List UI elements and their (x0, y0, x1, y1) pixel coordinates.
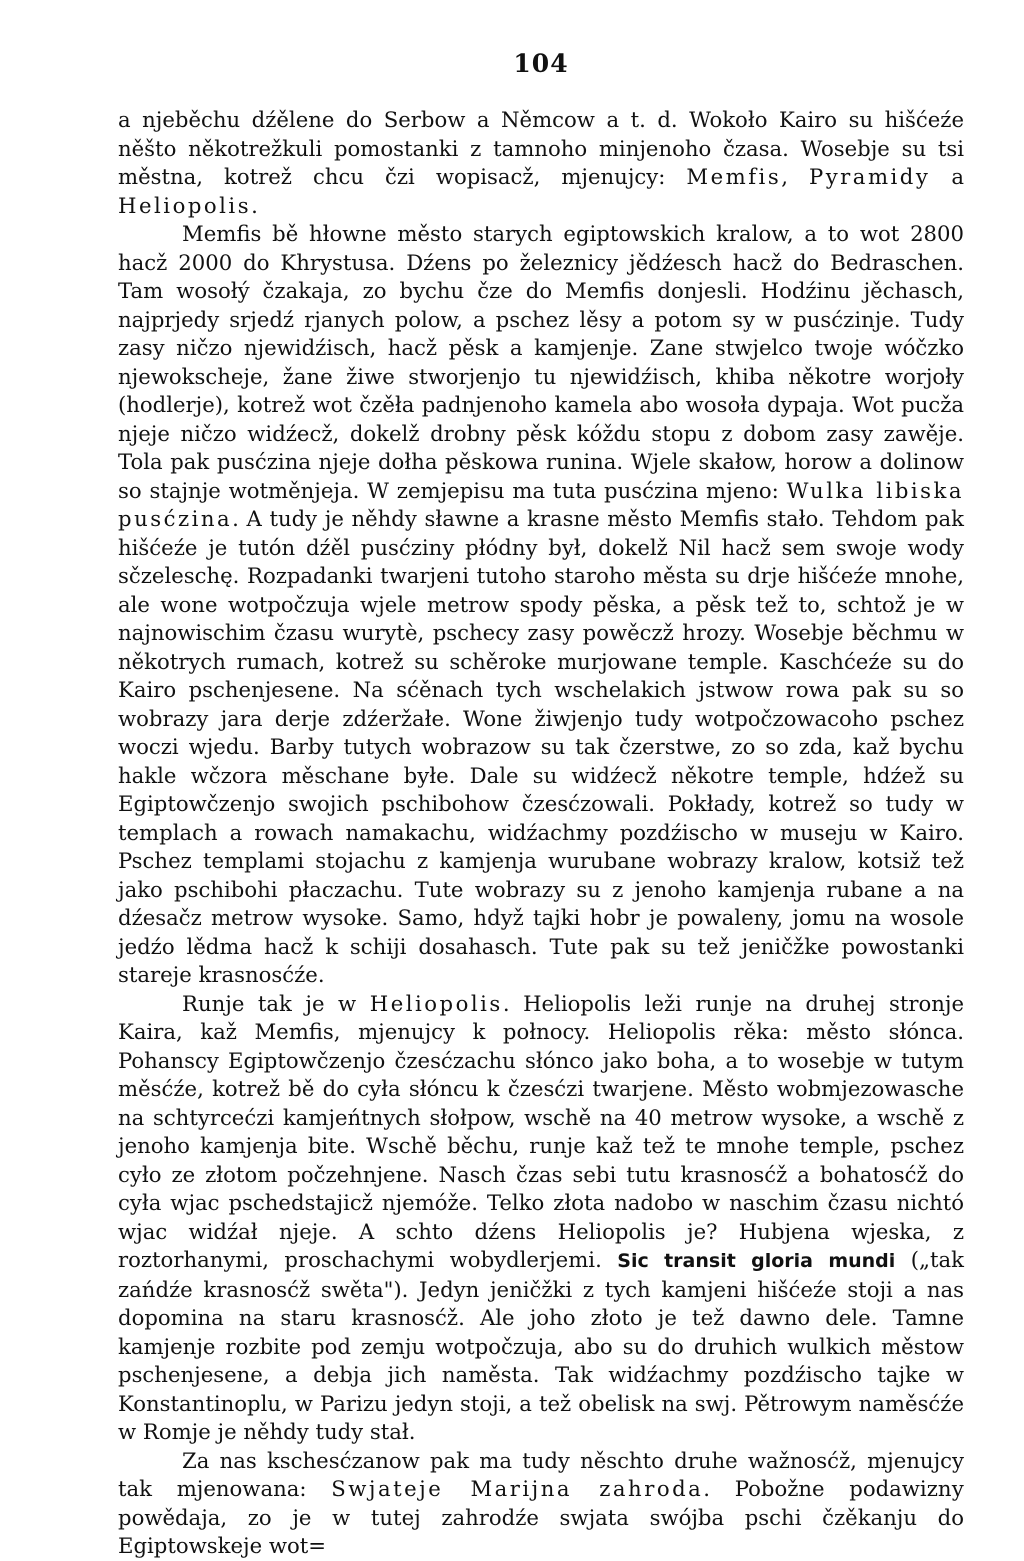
text-run: . (251, 192, 258, 218)
paragraph-2 (118, 220, 964, 990)
emphasized-text: Heliopolis (369, 990, 503, 1016)
text-run: a njeběchu dźělene do Serbow a Němcow a t. d. Wokoło Kairo su hišćeźe něšto někotrežkuli pomostanki z tamnoho minjenoho čzasa. Wosebje su tsi městna, kotrež chcu čzi wopisacž, mjenujcy: (118, 107, 964, 189)
emphasized-text: Memfis (686, 164, 782, 189)
page-number: 104 (513, 49, 569, 78)
text-run: („tak zańdźe krasnosćž swěta"). Jedyn jeničžki z tych kamjeni hišćeźe stoji a nas dopomina na staru krasnosćž. Ale joho złoto je tež dawno dele. Tamne kamjenje rozbite pod zemju wotpočzuja, abo su do druhich wulkich městow pschenjesene, a debja jich naměsta. Tak widźachmy pozdźischo tajke w Konstantinoplu, w Parizu jedyn stoji, a tež obelisk na swj. Pětrowym naměsćźe w Romje je něhdy tudy stał. (118, 1247, 965, 1444)
paragraph-1 (118, 106, 964, 220)
paragraph-3 (118, 990, 964, 1447)
text-run: , (781, 164, 809, 189)
paragraph-4 (118, 1447, 964, 1561)
text-run: a (930, 164, 964, 189)
text-run: . Pobožne podawiznу powědaja, zo je w tutej zahrodźe swjata swójba pschi čzěkanju do Egiptowskeje wot= (118, 1476, 964, 1558)
emphasized-text: Heliopolis (118, 192, 252, 218)
body-text (118, 106, 964, 1561)
emphasized-text: Wulka libiska pusćzina (118, 477, 964, 531)
emphasized-text: Sic transit gloria mundi (617, 1250, 896, 1272)
text-run: Za nas kschesćzanow pak ma tudy něschto druhe wažnosćž, mjenujcy tak mjenowana: (118, 1447, 964, 1501)
text-run: . A tudy je něhdy sławne a krasne město Memfis stało. Tehdom pak hišćeźe je tutón dźěl pusćziny płódny był, dokelž Nil hacž sem swoje wody sčzeleschę. Rozpadanki twarjeni tutoho staroho města su drje hišćeźe mnohe, ale wone wotpočzuja wjele metrow spody pěska, a pěsk tež to, schtož je w najnowischim čzasu wurytè, pschecy zasy powěczž hrozy. Wosebje běchmu w někotrych rumach, kotrež su schěroke murjowane temple. Kaschćeźe su do Kairo pschenjesene. Na sćěnach tych wschelakich jstwow rowa pak su so wobrazy jara derje zdźeržałe. Wone žiwjenjo tudy wotpočzowacoho pschez woczi wjedu. Barby tutych wobrazow su tak čzerstwe, zo so zda, kaž bychu hakle wčzora měschane byłe. Dale su widźecž někotre temple, hdźež su Egiptowčzenjo swojich pschibohow čzesćzowali. Pokłady, kotrež so tudy w templach a rowach namakachu, widźachmy pozdźischo w museju w Kairo. Pschez templami stojachu z kamjenja wurubane wobrazy kralow, kotsiž tež jako pschibohi płaczachu. Tute wobrazy su z jenoho kamjenja rubane a na dźesačz metrow wysoke. Samo, hdyž tajki hobr je powaleny, jomu na wosole jedźo lědma hacž k schiji dosahasch. Tute pak su tež jeničžke powostanki stareje krasnosćźe. (118, 506, 964, 987)
text-run: . Heliopolis leži runje na druhej stronje Kaira, kaž Memfis, mjenujcy k połnocy. Heliopolis rěka: město słónca. Pohanscy Egiptowčzenjo čzesćzachu słónco jako boha, a to wosebje w tutym měsćźe, kotrež bě do cyła słóncu k čzesćzi twarjene. Město wobmjezowasche na schtyrcećzi kamjeńtnych słołpow, wschě na 40 metrow wysoke, a wschě z jenoho kamjenja bite. Wschě běchu, runje kaž tež te mnohe temple, pschez cyło ze złotom počzehnjene. Nasch čzas sebi tutu krasnosćž a bohatosćž do cyła wjac pschedstajicž njemóže. Telko złota nadobo w naschim čzasu nichtó wjac widźał njeje. A schto dźens Heliopolis je? Hubjena wjeska, z roztorhanymi, proschachymi wobydlerjemi. (118, 990, 965, 1272)
text-run: Memfis bě hłowne město starych egiptowskich kralow, a to wot 2800 hacž 2000 do Khrystusa. Dźens po železnicy jědźesch hacž do Bedraschen. Tam wosołý čzakaja, zo bychu čze do Memfis donjesli. Hodźinu jěchasch, najprjedy srjedź rjanych polow, a pschez lěsy a potom sy w pusćzinje. Tudy zasy ničzo njewidźisch, hacž pěsk a kamjenje. Zane stwjelco twoje wóčzko njewokscheje, žane žiwe stworjenjo tu njewidźisch, khiba někotre worjoły (hodlerje), kotrež wot čzěła padnjenoho kamela abo wosoła dypaja. Wot pucža njeje ničzo widźecž, dokelž drobny pěsk kóždu stopu z dobom zasy zawěje. Tola pak pusćzina njeje dołha pěskowa runina. Wjele skałow, horow a dolinow so stajnje wotměnjeja. W zemjepisu ma tuta pusćzina mjeno: (118, 221, 964, 503)
emphasized-text: Swjateje Marijna zahroda (331, 1476, 704, 1501)
emphasized-text: Pyramidy (808, 164, 931, 189)
text-run: Runje tak je w (182, 990, 370, 1016)
